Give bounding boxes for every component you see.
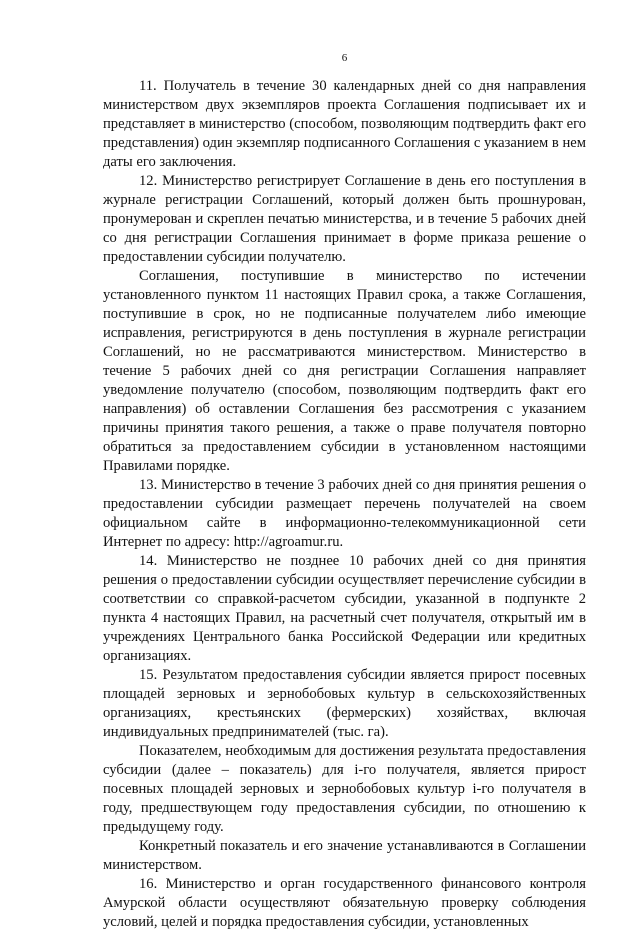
paragraph-11: 11. Получатель в течение 30 календарных дней со дня направления министерством двух экземпляров проекта Соглашения подписывает их и представляет в министерство (способом, позволяющим подтвердить факт его представления) один экземпляр подписанного Соглашения с указанием в нем даты его заключения.: [103, 78, 586, 170]
paragraph-14: 14. Министерство не позднее 10 рабочих дней со дня принятия решения о предоставлении субсидии осуществляет перечисление субсидии в соответствии со справкой-расчетом субсидии, указанной в подпункте 2 пункта 4 настоящих Правил, на расчетный счет получателя, открытый им в учреждениях Центрального банка Российской Федерации или кредитных организациях.: [103, 553, 586, 664]
paragraph-12: 12. Министерство регистрирует Соглашение в день его поступления в журнале регистрации Соглашений, который должен быть прошнурован, пронумерован и скреплен печатью министерства, и в течение 5 рабочих дней со дня регистрации Соглашения принимает в форме приказа решение о предоставлении субсидии получателю.: [103, 173, 586, 265]
paragraph-15-indicator: Показателем, необходимым для достижения результата предоставления субсидии (далее – показатель) для i-го получателя, является прирост посевных площадей зерновых и зернобобовых культур i-го получателя в году, предшествующем году предоставления субсидии, по отношению к предыдущему году.: [103, 743, 586, 835]
paragraph-15: 15. Результатом предоставления субсидии является прирост посевных площадей зерновых и зернобобовых культур в сельскохозяйственных организациях, крестьянских (фермерских) хозяйствах, включая индивидуальных предпринимателей (тыс. га).: [103, 667, 586, 740]
paragraph-15-value: Конкретный показатель и его значение устанавливаются в Соглашении министерством.: [103, 838, 586, 873]
paragraph-12-cont: Соглашения, поступившие в министерство по истечении установленного пунктом 11 настоящих Правил срока, а также Соглашения, поступившие в срок, но не подписанные получателем либо имеющие исправления, регистрируются в день поступления в журнале регистрации Соглашений, но не рассматриваются министерством. Министерство в течение 5 рабочих дней со дня регистрации Соглашения направляет уведомление получателю (способом, позволяющим подтвердить факт его направления) об оставлении Соглашения без рассмотрения с указанием причины принятия такого решения, а также о праве получателя повторно обратиться за предоставлением субсидии в установленном настоящими Правилами порядке.: [103, 268, 586, 474]
page-number: 6: [341, 52, 348, 64]
paragraph-13: 13. Министерство в течение 3 рабочих дней со дня принятия решения о предоставлении субсидии размещает перечень получателей на своем официальном сайте в информационно-телекоммуникационной сети Интернет по адресу: http://agroamur.ru.: [103, 477, 586, 550]
paragraph-16: 16. Министерство и орган государственного финансового контроля Амурской области осуществляют обязательную проверку соблюдения условий, целей и порядка предоставления субсидии, установленных: [103, 876, 586, 930]
